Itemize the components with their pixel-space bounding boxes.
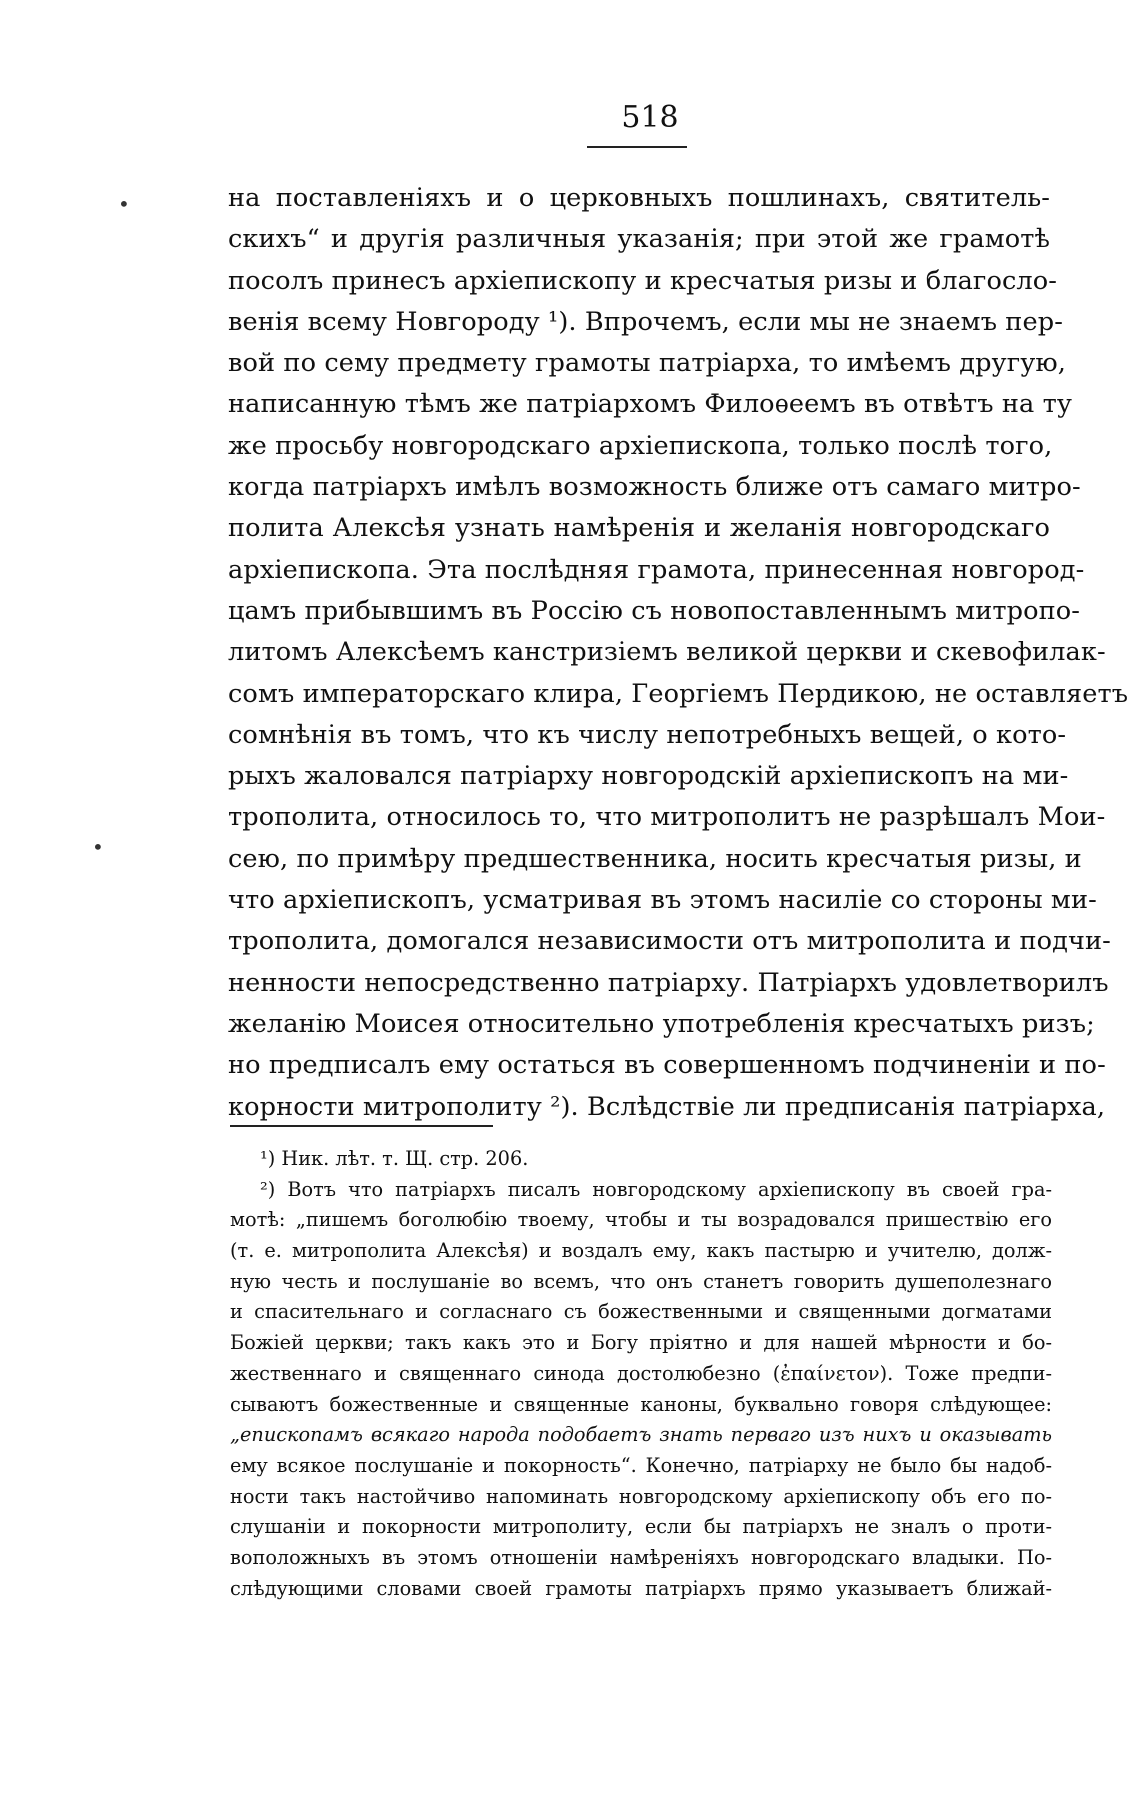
footnote-2-line: воположныхъ въ этомъ отношеніи намѣреніяхъ новгородскаго владыки. По- xyxy=(230,1545,1052,1569)
text-line: же просьбу новгородскаго архіепископа, только послѣ того, xyxy=(228,430,1053,461)
footnote-2-line: мотѣ: „пишемъ боголюбію твоему, чтобы и ты возрадовался пришествію его xyxy=(230,1208,1052,1232)
footnote-2-line: слѣдующими словами своей грамоты патріархъ прямо указываетъ ближай- xyxy=(230,1576,1052,1600)
page-number: 518 xyxy=(621,100,679,135)
page-number-rule xyxy=(587,146,687,148)
text-line: архіепископа. Эта послѣдняя грамота, принесенная новгород- xyxy=(228,554,1085,585)
text-line: но предписалъ ему остаться въ совершенномъ подчиненіи и по- xyxy=(228,1050,1106,1081)
text-line: сею, по примѣру предшественника, носить кресчатыя ризы, и xyxy=(228,843,1082,874)
text-line: венія всему Новгороду ¹). Впрочемъ, если мы не знаемъ пер- xyxy=(228,306,1063,337)
footnote-2-line: и спасительнаго и согласнаго съ божественными и священными догматами xyxy=(230,1300,1052,1324)
text-line: посолъ принесъ архіепископу и кресчатыя ризы и благосло- xyxy=(228,265,1057,296)
footnote-rule xyxy=(230,1125,493,1127)
margin-dot: • xyxy=(92,835,104,859)
footnote-2-line: (т. е. митрополита Алексѣя) и воздалъ ему, какъ пастырю и учителю, долж- xyxy=(230,1239,1052,1263)
text-line: сомъ императорскаго клира, Георгіемъ Пердикою, не оставляетъ xyxy=(228,678,1129,709)
footnote-2-line: „епископамъ всякаго народа подобаетъ знать перваго изъ нихъ и оказывать xyxy=(230,1423,1052,1447)
footnote-2-line: ему всякое послушаніе и покорность“. Конечно, патріарху не было бы надоб- xyxy=(230,1453,1052,1477)
footnote-2-line: ную честь и послушаніе во всемъ, что онъ станетъ говорить душеполезнаго xyxy=(230,1269,1052,1293)
footnote-2-line: сываютъ божественные и священные каноны, буквально говоря слѣдующее: xyxy=(230,1392,1052,1416)
text-line: на поставленіяхъ и о церковныхъ пошлинахъ, святитель- xyxy=(228,183,1050,213)
footnote-2-line: Божіей церкви; такъ какъ это и Богу пріятно и для нашей мѣрности и бо- xyxy=(230,1331,1052,1355)
text-line: литомъ Алексѣемъ канстризіемъ великой церкви и скевофилак- xyxy=(228,637,1106,668)
text-line: рыхъ жаловался патріарху новгородскій архіепископъ на ми- xyxy=(228,761,1069,792)
footnotes xyxy=(230,1144,1052,1604)
footnote-2-line: ²) Вотъ что патріархъ писалъ новгородскому архіепископу въ своей гра- xyxy=(260,1177,1052,1201)
main-text xyxy=(228,178,1129,1128)
text-line: желанію Моисея относительно употребленія кресчатыхъ ризъ; xyxy=(228,1008,1095,1039)
text-line: полита Алексѣя узнать намѣренія и желанія новгородскаго xyxy=(228,513,1050,544)
text-line: цамъ прибывшимъ въ Россію съ новопоставленнымъ митропо- xyxy=(228,595,1081,626)
footnote-2-line: ности такъ настойчиво напоминать новгородскому архіепископу объ его по- xyxy=(230,1484,1052,1508)
text-line: скихъ“ и другія различныя указанія; при этой же грамотѣ xyxy=(228,224,1050,255)
text-line: трополита, домогался независимости отъ митрополита и подчи- xyxy=(228,926,1111,957)
text-line: корности митрополиту ²). Вслѣдствіе ли предписанія патріарха, xyxy=(228,1091,1106,1122)
text-line: ненности непосредственно патріарху. Патріархъ удовлетворилъ xyxy=(228,967,1109,998)
text-line: сомнѣнія въ томъ, что къ числу непотребныхъ вещей, о кото- xyxy=(228,719,1067,750)
text-line: когда патріархъ имѣлъ возможность ближе отъ самаго митро- xyxy=(228,472,1081,503)
text-line: что архіепископъ, усматривая въ этомъ насиліе со стороны ми- xyxy=(228,885,1097,916)
footnote-1: ¹) Ник. лѣт. т. Щ. стр. 206. xyxy=(260,1147,529,1170)
footnote-2-line: слушаніи и покорности митрополиту, если бы патріархъ не зналъ о проти- xyxy=(230,1515,1052,1539)
text-line: трополита, относилось то, что митрополитъ не разрѣшалъ Мои- xyxy=(228,802,1106,833)
text-line: написанную тѣмъ же патріархомъ Филоѳеемъ въ отвѣтъ на ту xyxy=(228,389,1073,420)
footnote-2-line: жественнаго и священнаго синода достолюбезно (ἐπαίνετον). Тоже предпи- xyxy=(230,1361,1052,1385)
margin-dot: • xyxy=(118,192,130,216)
text-line: вой по сему предмету грамоты патріарха, то имѣемъ другую, xyxy=(228,348,1066,379)
